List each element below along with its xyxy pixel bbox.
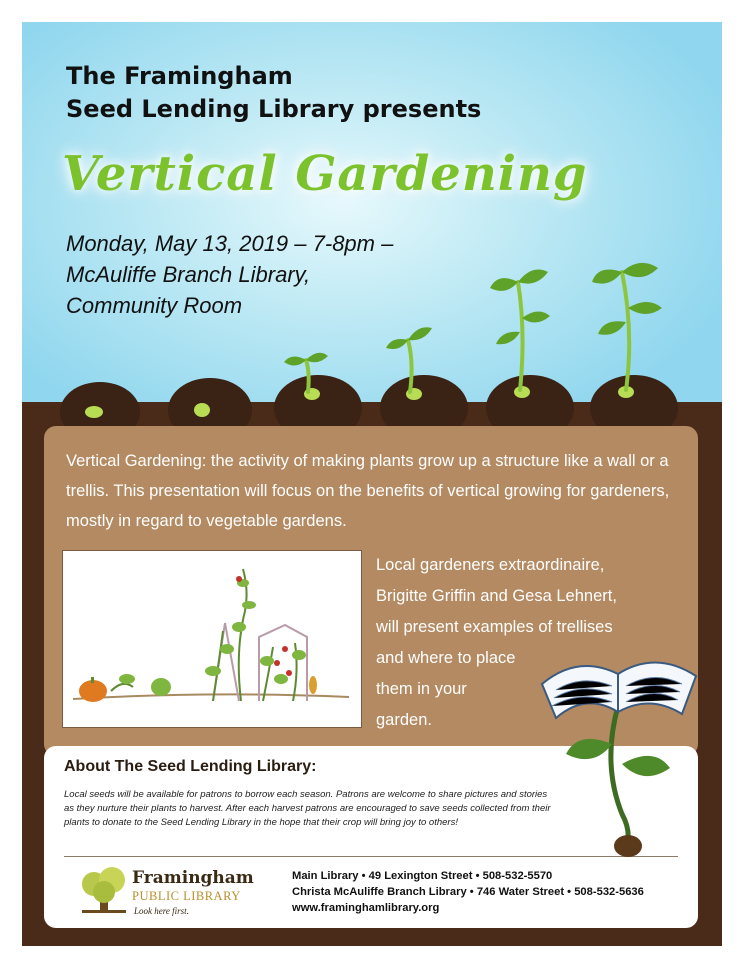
book-sprout-icon (532, 614, 702, 864)
branch-library-contact: Christa McAuliffe Branch Library • 746 Water Street • 508-532-5636 (292, 886, 644, 898)
intro-text: Vertical Gardening: the activity of making plants grow up a structure like a wall or a trellis. This presentation will focus on the benefits of vertical growing for gardeners, mostly in regard to vegetable gardens. (66, 452, 670, 530)
contact-info (292, 868, 644, 916)
logo-tagline: Look here first. (134, 906, 189, 916)
presenters-line: them in your (376, 680, 467, 698)
logo-name: Framingham (132, 868, 254, 888)
main-library-contact: Main Library • 49 Lexington Street • 508-532-5570 (292, 870, 553, 882)
website-link[interactable]: www.framinghamlibrary.org (292, 902, 440, 914)
presenter-heading (66, 60, 481, 126)
about-text: Local seeds will be available for patrons to borrow each season. Patrons are welcome to share pictures and stories as they nurture their plants to harvest. After each harvest patrons are encouraged to save seeds collected from their plants to donate to the Seed Lending Library in the hope that their crop will bring joy to others! (64, 789, 551, 828)
vertical-garden-illustration (62, 550, 362, 728)
event-poster (22, 22, 722, 946)
event-details (66, 228, 393, 321)
event-room: Community Room (66, 293, 243, 318)
logo-subtitle: PUBLIC LIBRARY (132, 889, 241, 903)
about-title: About The Seed Lending Library: (64, 758, 317, 775)
presenters-line: and where to place (376, 649, 516, 667)
tree-logo-icon (78, 864, 130, 916)
library-logo (78, 864, 258, 918)
event-title: Vertical Gardening (62, 146, 588, 202)
presenters-line: will present examples of trellises (376, 618, 613, 636)
event-date-time: Monday, May 13, 2019 – 7-8pm – (66, 231, 394, 256)
presenter-line-2: Seed Lending Library presents (66, 95, 482, 123)
presenters-line: Local gardeners extraordinaire, (376, 556, 605, 574)
presenter-line-1: The Framingham (66, 62, 293, 90)
presenters-line: garden. (376, 711, 432, 729)
event-location: McAuliffe Branch Library, (66, 262, 311, 287)
presenters-line: Brigitte Griffin and Gesa Lehnert, (376, 587, 617, 605)
